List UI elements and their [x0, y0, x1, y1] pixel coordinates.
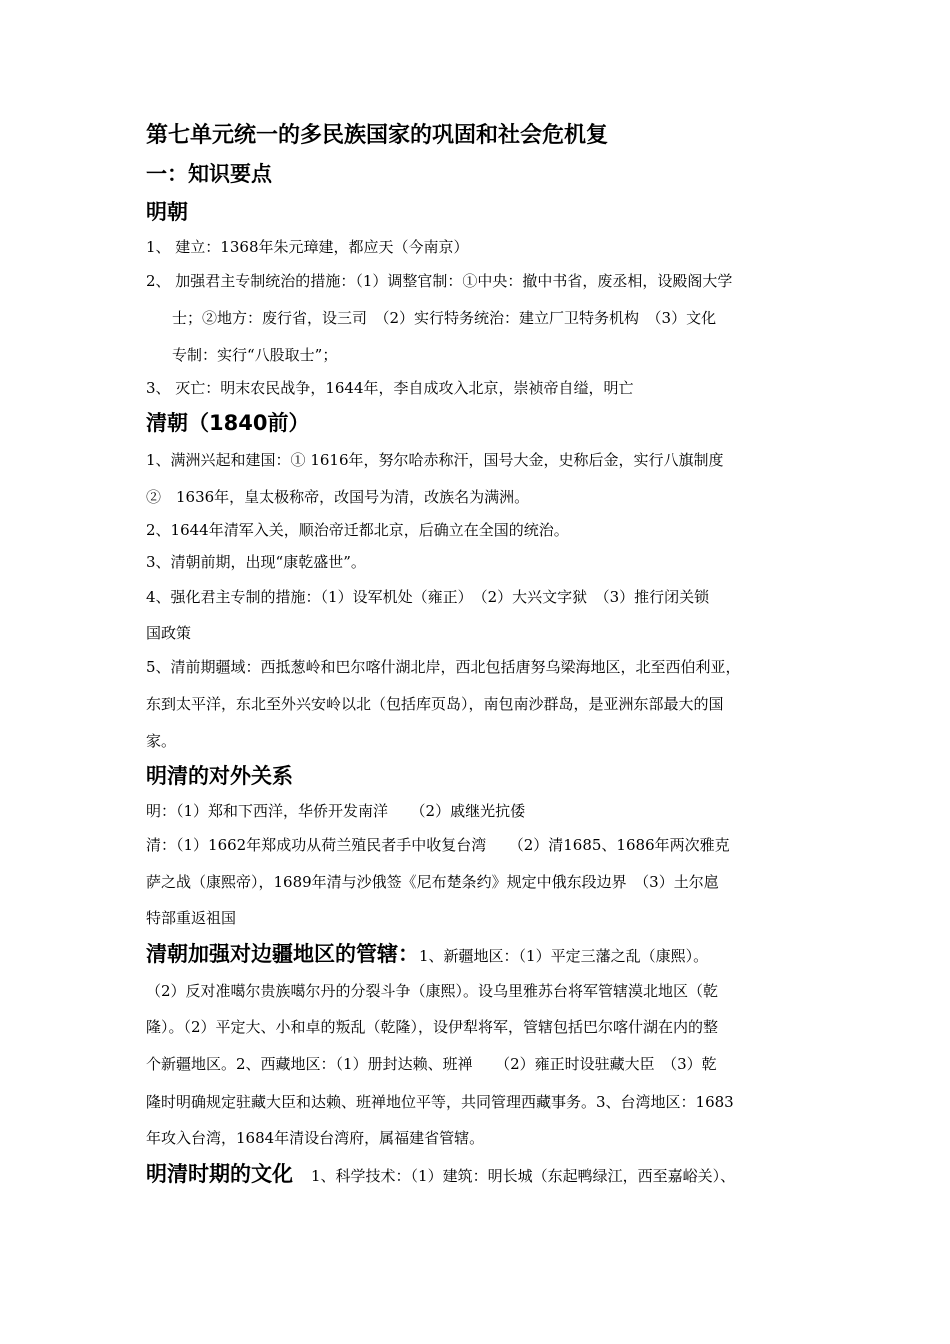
ming-item-1: 1、 建立：1368年朱元璋建，都应天（今南京）: [146, 238, 469, 256]
border-line-2: （2）反对准噶尔贵族噶尔丹的分裂斗争（康熙）。设乌里雅苏台将军管辖漠北地区（乾: [146, 982, 719, 1000]
foreign-line-4: 特部重返祖国: [146, 909, 237, 927]
qing-line-9: 家。: [146, 732, 177, 750]
document-title: 第七单元统一的多民族国家的巩固和社会危机复: [146, 123, 609, 148]
culture-line-1: [146, 1160, 818, 1190]
border-line-3: 隆）。（2）平定大、小和卓的叛乱（乾隆），设伊犁将军，管辖包括巴尔喀什湖在内的整: [146, 1018, 719, 1036]
border-line-6: 年攻入台湾，1684年清设台湾府，属福建省管辖。: [146, 1129, 485, 1147]
qing-line-6: 国政策: [146, 624, 192, 642]
ming-item-2-line-3: 专制：实行“八股取士”；: [172, 346, 338, 364]
qing-line-7: 5、清前期疆域：西抵葱岭和巴尔喀什湖北岸，西北包括唐努乌梁海地区，北至西伯利亚，: [146, 658, 741, 676]
qing-line-3: 2、1644年清军入关，顺治帝迁都北京，后确立在全国的统治。: [146, 521, 569, 539]
heading-qing: 清朝（1840前）: [146, 411, 310, 435]
foreign-line-1: 明：（1）郑和下西洋，华侨开发南洋 （2）戚继光抗倭: [146, 802, 526, 820]
culture-line-1-text: 1、科学技术：（1）建筑：明长城（东起鸭绿江，西至嘉峪关）、: [311, 1167, 736, 1185]
ming-item-2-line-1: 2、 加强君主专制统治的措施：（1）调整官制：①中央：撤中书省，废丞相，设殿阁大学: [146, 272, 733, 290]
heading-foreign-relations: 明清的对外关系: [146, 764, 293, 788]
border-line-4: 个新疆地区。2、西藏地区：（1）册封达赖、班禅 （2）雍正时设驻藏大臣 （3）乾: [146, 1055, 717, 1073]
ming-item-3: 3、 灭亡：明末农民战争，1644年，李自成攻入北京，崇祯帝自缢，明亡: [146, 379, 634, 397]
qing-line-1: 1、满洲兴起和建国：① 1616年，努尔哈赤称汗，国号大金，史称后金，实行八旗制度: [146, 451, 724, 469]
foreign-line-3: 萨之战（康熙帝），1689年清与沙俄签《尼布楚条约》规定中俄东段边界 （3）土尔扈: [146, 873, 719, 891]
ming-item-2-line-2: 士；②地方：废行省，设三司 （2）实行特务统治：建立厂卫特务机构 （3）文化: [172, 309, 717, 327]
foreign-line-2: 清：（1）1662年郑成功从荷兰殖民者手中收复台湾 （2）清1685、1686年两次雅克: [146, 836, 730, 854]
section-heading-knowledge-points: 一：知识要点: [146, 162, 272, 186]
heading-border-administration: 清朝加强对边疆地区的管辖：: [146, 942, 419, 966]
heading-culture: 明清时期的文化: [146, 1162, 293, 1186]
qing-line-5: 4、强化君主专制的措施：（1）设军机处（雍正） （2）大兴文字狱 （3）推行闭关锁: [146, 588, 710, 606]
qing-line-4: 3、清朝前期，出现“康乾盛世”。: [146, 553, 366, 571]
heading-ming: 明朝: [146, 200, 188, 224]
border-line-5: 隆时明确规定驻藏大臣和达赖、班禅地位平等，共同管理西藏事务。3、台湾地区：1683: [146, 1093, 734, 1111]
qing-line-8: 东到太平洋，东北至外兴安岭以北（包括库页岛），南包南沙群岛，是亚洲东部最大的国: [146, 695, 724, 713]
border-line-1-text: 1、新疆地区：（1）平定三藩之乱（康熙）。: [419, 947, 709, 965]
border-line-1: [146, 940, 818, 970]
qing-line-2: ② 1636年，皇太极称帝，改国号为清，改族名为满洲。: [146, 488, 530, 506]
